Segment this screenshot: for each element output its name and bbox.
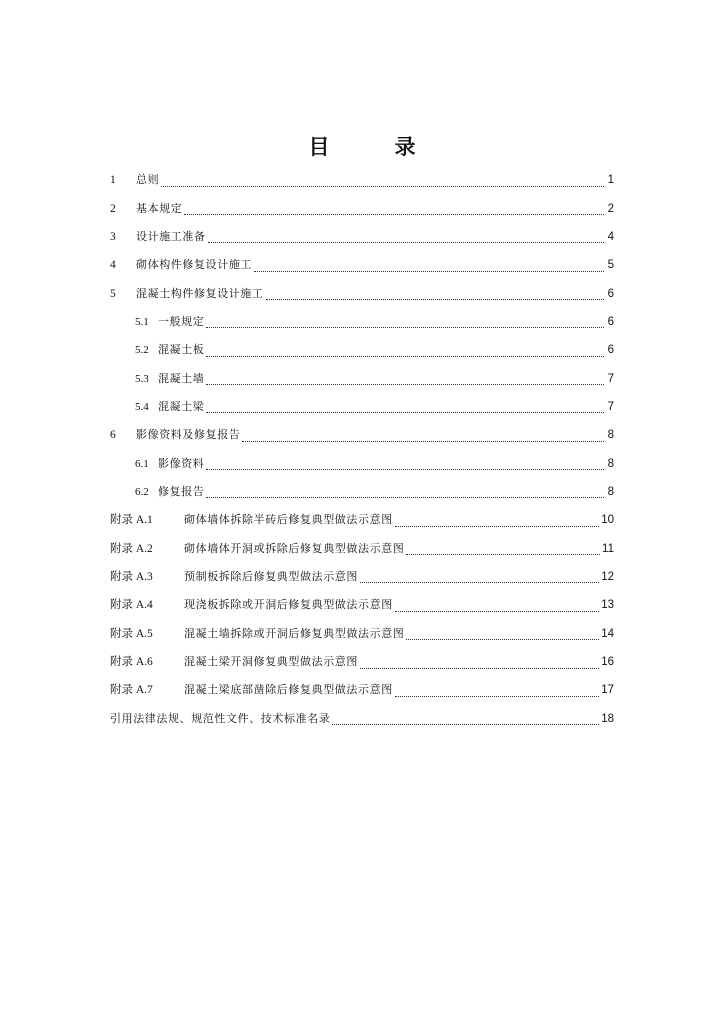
toc-entry-title: 基本规定 [136, 201, 183, 215]
toc-entry[interactable] [110, 279, 614, 307]
dot-leader [208, 232, 604, 243]
dot-leader [184, 204, 604, 215]
dot-leader [266, 289, 604, 300]
toc-entry[interactable] [110, 364, 614, 392]
toc-entry-number: 附录 A.2 [110, 542, 153, 555]
toc-entry[interactable] [110, 506, 614, 534]
toc-entry-number: 附录 A.5 [110, 627, 153, 640]
toc-entry-number: 1 [110, 174, 116, 187]
dot-leader [395, 516, 599, 527]
dot-leader [406, 544, 600, 555]
toc-entry[interactable] [110, 620, 614, 648]
toc-entry-page-number: 18 [601, 712, 614, 725]
dot-leader [206, 487, 604, 498]
dot-leader [332, 714, 599, 725]
toc-entry[interactable] [110, 676, 614, 704]
toc-entry[interactable] [110, 478, 614, 506]
toc-entry-page-number: 2 [607, 202, 614, 215]
toc-entry-page-number: 13 [601, 599, 614, 612]
dot-leader [206, 346, 604, 357]
toc-entry-number: 6.2 [135, 485, 149, 498]
toc-entry-page-number: 4 [607, 230, 614, 243]
toc-entry-number: 5.1 [135, 315, 149, 328]
toc-entry[interactable] [110, 591, 614, 619]
toc-entry-title: 影像资料及修复报告 [136, 428, 241, 442]
toc-entry-number: 6 [110, 429, 116, 442]
toc-entry-page-number: 14 [601, 627, 614, 640]
toc-entry-page-number: 6 [607, 344, 614, 357]
toc-entry-title: 总则 [136, 173, 160, 187]
toc-entry-title: 混凝土梁开洞修复典型做法示意图 [184, 655, 358, 669]
toc-entry-title: 引用法律法规、规范性文件、技术标准名录 [110, 711, 331, 725]
toc-entry[interactable] [110, 449, 614, 477]
dot-leader [395, 686, 599, 697]
toc-entry[interactable] [110, 166, 614, 194]
toc-entry-title: 砌体构件修复设计施工 [136, 258, 252, 272]
toc-entry-number: 2 [110, 202, 116, 215]
dot-leader [360, 658, 599, 669]
toc-entry-number: 5.3 [135, 372, 149, 385]
toc-entry[interactable] [110, 223, 614, 251]
toc-entry[interactable] [110, 336, 614, 364]
toc-entry[interactable] [110, 648, 614, 676]
toc-entry-number: 附录 A.4 [110, 599, 153, 612]
dot-leader [161, 176, 604, 187]
toc-entry-title: 混凝土墙 [158, 371, 205, 385]
toc-entry-number: 附录 A.3 [110, 570, 153, 583]
toc-entry-page-number: 1 [607, 174, 614, 187]
toc-entry-title: 一般规定 [158, 314, 205, 328]
toc-entry[interactable] [110, 534, 614, 562]
toc-entry-title: 影像资料 [158, 456, 205, 470]
toc-entry-number: 5 [110, 287, 116, 300]
toc-entry-page-number: 17 [601, 684, 614, 697]
toc-entry[interactable] [110, 308, 614, 336]
toc-entry-number: 附录 A.6 [110, 656, 153, 669]
dot-leader [206, 374, 604, 385]
toc-entry-title: 混凝土墙拆除或开洞后修复典型做法示意图 [184, 626, 405, 640]
toc-entry-number: 3 [110, 230, 116, 243]
toc-entry-page-number: 12 [601, 570, 614, 583]
toc-entry-page-number: 5 [607, 259, 614, 272]
dot-leader [395, 601, 599, 612]
toc-entry-title: 设计施工准备 [136, 229, 206, 243]
toc-entry-page-number: 11 [602, 542, 614, 555]
toc-entry-number: 附录 A.1 [110, 514, 153, 527]
dot-leader [360, 572, 599, 583]
dot-leader [206, 459, 604, 470]
toc-entry-number: 附录 A.7 [110, 684, 153, 697]
toc-entry-title: 混凝土构件修复设计施工 [136, 286, 264, 300]
dot-leader [406, 629, 599, 640]
toc-entry[interactable] [110, 194, 614, 222]
toc-entry-page-number: 16 [601, 656, 614, 669]
table-of-contents [110, 166, 614, 733]
toc-entry-number: 5.2 [135, 344, 149, 357]
toc-entry-page-number: 10 [601, 514, 614, 527]
dot-leader [206, 317, 604, 328]
dot-leader [242, 431, 604, 442]
toc-entry[interactable] [110, 563, 614, 591]
toc-entry[interactable] [110, 251, 614, 279]
toc-entry[interactable] [110, 393, 614, 421]
toc-entry-title: 修复报告 [158, 484, 205, 498]
toc-entry-number: 4 [110, 259, 116, 272]
toc-entry[interactable] [110, 421, 614, 449]
toc-entry-page-number: 8 [607, 485, 614, 498]
toc-entry-title: 混凝土梁 [158, 399, 205, 413]
toc-entry[interactable] [110, 705, 614, 733]
toc-entry-page-number: 7 [607, 400, 614, 413]
toc-entry-page-number: 6 [607, 315, 614, 328]
toc-entry-page-number: 6 [607, 287, 614, 300]
toc-entry-page-number: 7 [607, 372, 614, 385]
toc-entry-title: 砌体墙体拆除半砖后修复典型做法示意图 [184, 513, 393, 527]
toc-entry-title: 现浇板拆除或开洞后修复典型做法示意图 [184, 598, 393, 612]
dot-leader [206, 402, 604, 413]
toc-entry-title: 混凝土梁底部凿除后修复典型做法示意图 [184, 683, 393, 697]
toc-entry-number: 6.1 [135, 457, 149, 470]
dot-leader [254, 261, 604, 272]
toc-entry-title: 混凝土板 [158, 343, 205, 357]
toc-entry-number: 5.4 [135, 400, 149, 413]
toc-title: 目 录 [308, 135, 438, 159]
toc-entry-page-number: 8 [607, 457, 614, 470]
toc-entry-page-number: 8 [607, 429, 614, 442]
toc-entry-title: 砌体墙体开洞或拆除后修复典型做法示意图 [184, 541, 405, 555]
toc-entry-title: 预制板拆除后修复典型做法示意图 [184, 569, 358, 583]
